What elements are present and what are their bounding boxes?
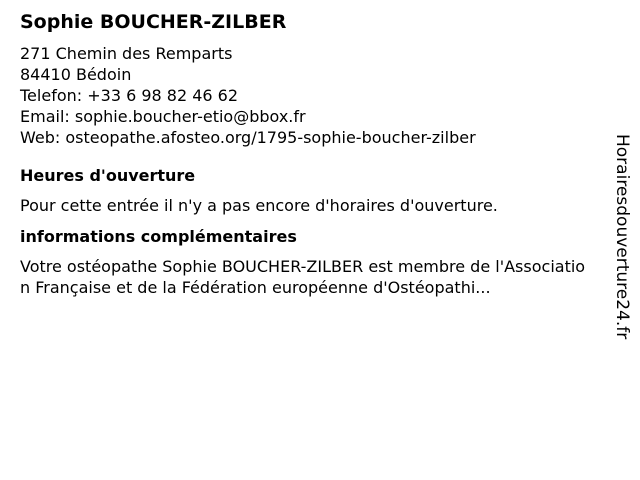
- address-city: 84410 Bédoin: [20, 65, 132, 84]
- business-entry: [20, 10, 600, 298]
- additional-info-heading: informations complémentaires: [20, 227, 297, 246]
- email-line: Email: sophie.boucher-etio@bbox.fr: [20, 107, 306, 126]
- opening-hours-heading: Heures d'ouverture: [20, 166, 196, 185]
- opening-hours-text: Pour cette entrée il n'y a pas encore d'horaires d'ouverture.: [20, 196, 498, 215]
- business-name: Sophie BOUCHER-ZILBER: [20, 11, 287, 33]
- web-line: Web: osteopathe.afosteo.org/1795-sophie-boucher-zilber: [20, 128, 476, 147]
- phone-line: Telefon: +33 6 98 82 46 62: [20, 86, 239, 105]
- site-brand-label: Horairesdouverture24.fr: [612, 134, 632, 340]
- address-street: 271 Chemin des Remparts: [20, 44, 233, 63]
- additional-info-text: Votre ostéopathe Sophie BOUCHER-ZILBER est membre de l'Association Française et de la Fédération européenne d'Ostéopathi...: [20, 257, 586, 297]
